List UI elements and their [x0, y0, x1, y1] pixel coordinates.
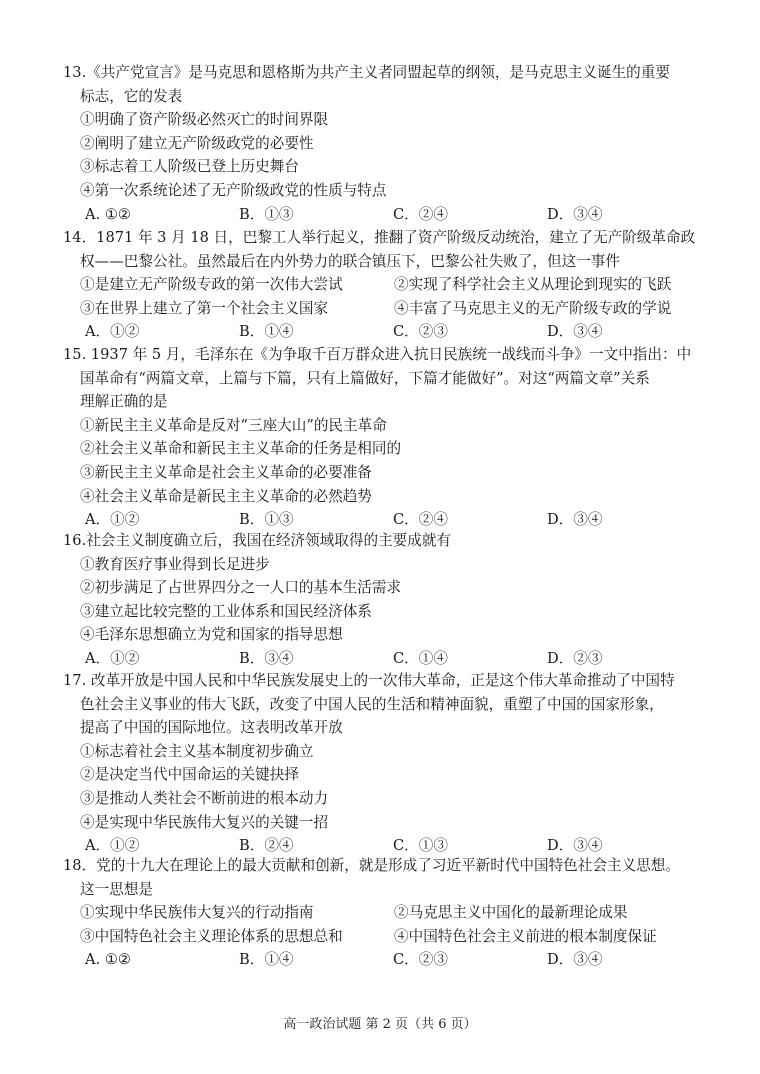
choice-a: A．①② [85, 511, 140, 529]
choice-b: B．②④ [239, 837, 294, 855]
choice-d: D．③④ [547, 511, 603, 529]
choice-d: D．②③ [547, 649, 603, 667]
question-stem: 18．党的十九大在理论上的最大贡献和创新，就是形成了习近平新时代中国特色社会主义思想。 [63, 857, 680, 874]
question-stem: 16.社会主义制度确立后，我国在经济领域取得的主要成就有 [63, 532, 452, 549]
option-statement: ④毛泽东思想确立为党和国家的指导思想 [80, 626, 343, 644]
option-statement: ④丰富了马克思主义的无产阶级专政的学说 [394, 299, 672, 317]
option-statement: ①是建立无产阶级专政的第一次伟大尝试 [80, 276, 343, 294]
option-statement: ②初步满足了占世界四分之一人口的基本生活需求 [80, 579, 402, 597]
option-statement: ①教育医疗事业得到长足进步 [80, 555, 270, 573]
option-statement: ②社会主义革命和新民主主义革命的任务是相同的 [80, 440, 402, 458]
answer-choices [63, 203, 713, 227]
question-17 [63, 669, 713, 858]
choice-b: B．③④ [239, 649, 294, 667]
choice-d: D．③④ [547, 837, 603, 855]
option-statement: ③新民主主义革命是社会主义革命的必要准备 [80, 463, 372, 481]
choice-b: B．①③ [239, 511, 294, 529]
choice-a: A. ①② [85, 205, 131, 223]
choice-d: D．③④ [547, 205, 603, 223]
option-statement: ③在世界上建立了第一个社会主义国家 [80, 299, 329, 317]
question-stem: 这一思想是 [80, 880, 153, 898]
question-stem: 理解正确的是 [80, 393, 168, 411]
question-15 [63, 343, 713, 532]
option-statement: ①新民主主义革命是反对“三座大山”的民主革命 [80, 416, 387, 434]
answer-choices [63, 647, 713, 671]
question-stem: 国革命有“两篇文章，上篇与下篇，只有上篇做好，下篇才能做好”。对这“两篇文章”关系 [80, 369, 650, 387]
choice-a: A．①② [85, 837, 140, 855]
answer-choices [63, 320, 713, 344]
choice-a: A．①② [85, 649, 140, 667]
choice-c: C．①③ [393, 837, 448, 855]
choice-d: D．③④ [547, 951, 603, 969]
question-stem: 色社会主义事业的伟大飞跃，改变了中国人民的生活和精神面貌，重塑了中国的国家形象， [80, 695, 664, 713]
question-stem: 13.《共产党宣言》是马克思和恩格斯为共产主义者同盟起草的纲领，是马克思主义诞生的重要 [63, 64, 670, 81]
question-stem: 17. 改革开放是中国人民和中华民族发展史上的一次伟大革命，正是这个伟大革命推动了中国特 [63, 672, 675, 689]
option-statement: ①明确了资产阶级必然灭亡的时间界限 [80, 111, 329, 129]
option-statement: ①实现中华民族伟大复兴的行动指南 [80, 904, 314, 922]
choice-d: D．③④ [547, 323, 603, 341]
option-statement: ③标志着工人阶级已登上历史舞台 [80, 158, 299, 176]
answer-choices [63, 948, 713, 972]
choice-b: B．①④ [239, 951, 294, 969]
choice-a: A. ①② [85, 951, 131, 969]
choice-b: B．①④ [239, 323, 294, 341]
choice-c: C．②③ [393, 951, 448, 969]
option-statement: ②实现了科学社会主义从理论到现实的飞跃 [394, 276, 672, 294]
option-statement: ③建立起比较完整的工业体系和国民经济体系 [80, 602, 372, 620]
option-statement: ④是实现中华民族伟大复兴的关键一招 [80, 813, 329, 831]
question-16 [63, 529, 713, 671]
choice-c: C．②④ [393, 511, 448, 529]
option-statement: ②马克思主义中国化的最新理论成果 [394, 904, 628, 922]
question-stem: 提高了中国的国际地位。这表明改革开放 [80, 719, 343, 737]
option-statement: ③中国特色社会主义理论体系的思想总和 [80, 927, 343, 945]
option-statement: ④社会主义革命是新民主主义革命的必然趋势 [80, 487, 372, 505]
option-row [63, 925, 713, 949]
question-stem: 15. 1937 年 5 月，毛泽东在《为争取千百万群众进入抗日民族统一战线而斗争》一文中指出：中 [63, 346, 692, 363]
question-18 [63, 854, 713, 972]
choice-b: B．①③ [239, 205, 294, 223]
option-statement: ①标志着社会主义基本制度初步确立 [80, 742, 314, 760]
question-14 [63, 226, 713, 344]
choice-c: C．②④ [393, 205, 448, 223]
option-statement: ②阐明了建立无产阶级政党的必要性 [80, 134, 314, 152]
choice-c: C．②③ [393, 323, 448, 341]
option-statement: ②是决定当代中国命运的关键抉择 [80, 766, 299, 784]
choice-c: C．①④ [393, 649, 448, 667]
option-statement: ④中国特色社会主义前进的根本制度保证 [394, 927, 657, 945]
question-13 [63, 61, 713, 226]
page-footer: 高一政治试题 第 2 页（共 6 页） [283, 1017, 477, 1032]
option-row [63, 297, 713, 321]
option-statement: ③是推动人类社会不断前进的根本动力 [80, 789, 329, 807]
option-statement: ④第一次系统论述了无产阶级政党的性质与特点 [80, 181, 387, 199]
question-stem: 标志，它的发表 [80, 87, 183, 105]
choice-a: A．①② [85, 323, 140, 341]
question-stem: 14．1871 年 3 月 18 日，巴黎工人举行起义，推翻了资产阶级反动统治，建立了无产阶级革命政 [63, 229, 696, 246]
option-row [63, 273, 713, 297]
option-row [63, 901, 713, 925]
question-stem: 权——巴黎公社。虽然最后在内外势力的联合镇压下，巴黎公社失败了，但这一事件 [80, 252, 620, 270]
